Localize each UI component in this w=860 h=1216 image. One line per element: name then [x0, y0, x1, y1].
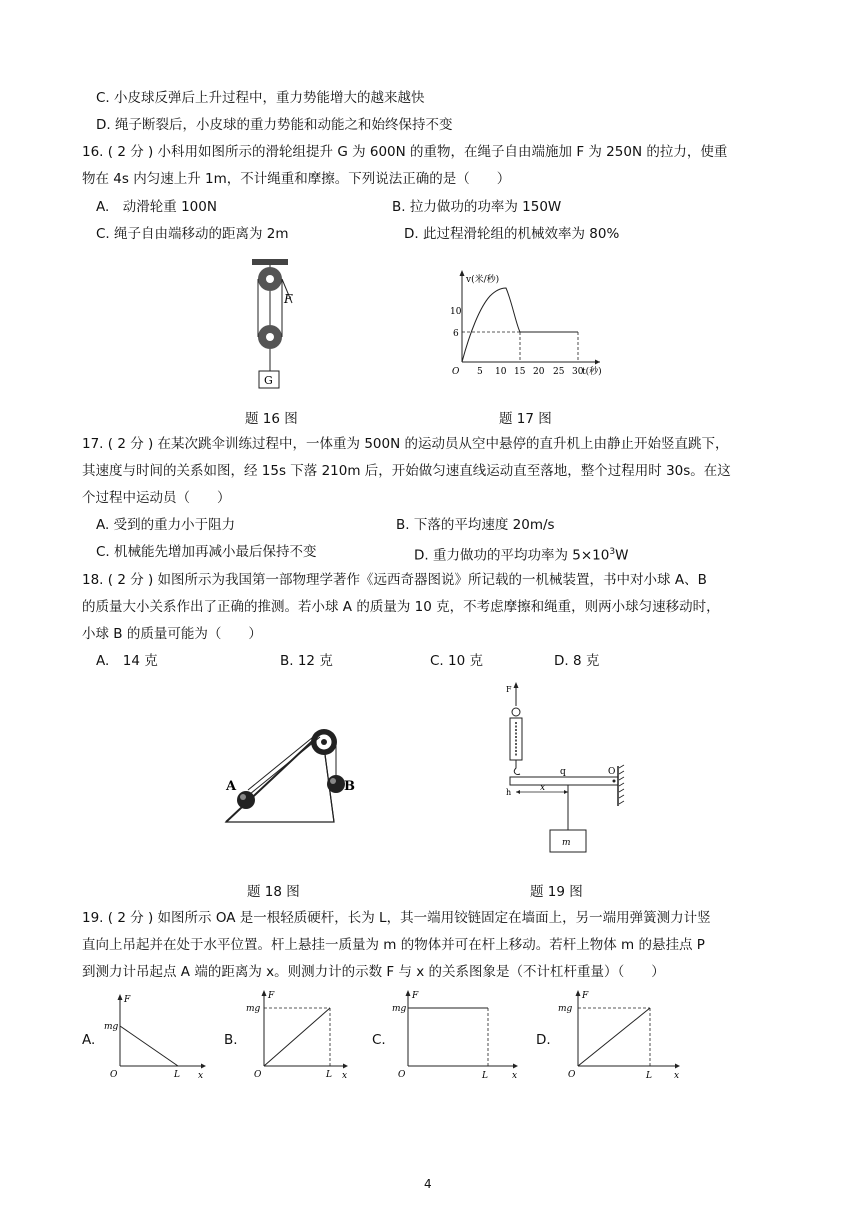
q19-stem-line2: 直向上吊起并在处于水平位置。杆上悬挂一质量为 m 的物体并可在杆上移动。若杆上物体 m 的悬挂点 P: [82, 937, 705, 953]
graph17-xtick-15: 15: [514, 367, 526, 377]
svg-text:F: F: [412, 991, 419, 1001]
q17-option-b: B. 下落的平均速度 20m/s: [396, 517, 555, 533]
q16-stem-line2: 物在 4s 内匀速上升 1m，不计绳重和摩擦。下列说法正确的是（ ）: [82, 171, 511, 187]
caption-fig-17: 题 17 图: [499, 411, 552, 427]
svg-text:O: O: [110, 1070, 118, 1080]
q16-option-b: B. 拉力做功的功率为 150W: [392, 199, 562, 215]
q19-stem-line3: 到测力计吊起点 A 端的距离为 x。则测力计的示数 F 与 x 的关系图象是（不计杠杆重量）（ ）: [82, 964, 665, 980]
svg-text:mg: mg: [104, 1022, 119, 1032]
velocity-time-graph-17: [440, 262, 610, 377]
graph17-ytick-6: 6: [453, 329, 459, 339]
q19-choice-d-letter: D.: [536, 1032, 551, 1048]
caption-fig-19: 题 19 图: [530, 884, 583, 900]
graph17-xtick-25: 25: [553, 367, 565, 377]
q15-option-d: D. 绳子断裂后，小皮球的重力势能和动能之和始终保持不变: [96, 117, 453, 133]
incline-pulley-figure-18: [222, 718, 362, 828]
q15-option-c: C. 小皮球反弹后上升过程中，重力势能增大的越来越快: [96, 90, 425, 106]
graph17-xtick-10: 10: [495, 367, 507, 377]
q16-option-c: C. 绳子自由端移动的距离为 2m: [96, 226, 289, 242]
lever-figure-19: [498, 680, 638, 860]
svg-text:L: L: [646, 1071, 652, 1081]
svg-text:O: O: [568, 1070, 576, 1080]
q19-choice-c-letter: C.: [372, 1032, 386, 1048]
graph17-origin: O: [452, 367, 460, 377]
graph17-xtick-30: 30: [572, 367, 584, 377]
svg-text:mg: mg: [392, 1004, 407, 1014]
svg-text:x: x: [342, 1071, 348, 1081]
caption-fig-18: 题 18 图: [247, 884, 300, 900]
end-label-a: h: [506, 788, 512, 797]
force-label-f: F: [284, 292, 293, 306]
q16-option-a: A. 动滑轮重 100N: [96, 199, 217, 215]
graph17-ytick-10: 10: [450, 307, 462, 317]
q17-option-d: D. 重力做功的平均功率为 $5\times 10^3W$: [414, 547, 629, 564]
svg-text:O: O: [398, 1070, 406, 1080]
graph17-xlabel: t(秒): [582, 367, 602, 377]
svg-text:F: F: [268, 991, 275, 1001]
pulley-figure-16: [240, 255, 310, 395]
graph17-xtick-5: 5: [477, 367, 483, 377]
svg-text:x: x: [674, 1071, 680, 1081]
svg-text:x: x: [198, 1071, 204, 1081]
svg-text:L: L: [174, 1070, 180, 1080]
svg-text:O: O: [254, 1070, 262, 1080]
q18-option-a: A. 14 克: [96, 653, 158, 669]
q19-choice-d-graph: [558, 986, 688, 1080]
q19-choice-a-graph: [104, 990, 214, 1080]
q19-choice-b-letter: B.: [224, 1032, 238, 1048]
q18-option-d: D. 8 克: [554, 653, 600, 669]
q19-choice-a-letter: A.: [82, 1032, 96, 1048]
svg-text:L: L: [326, 1070, 332, 1080]
q18-stem-line3: 小球 B 的质量可能为（ ）: [82, 626, 262, 642]
distance-label-x: x: [540, 783, 546, 793]
caption-fig-16: 题 16 图: [245, 411, 298, 427]
q18-option-b: B. 12 克: [280, 653, 333, 669]
q18-stem-line2: 的质量大小关系作出了正确的推测。若小球 A 的质量为 10 克，不考虑摩擦和绳重，则两小球匀速移动时，: [82, 599, 720, 615]
mass-label-m: m: [562, 838, 571, 848]
weight-label-g: G: [264, 374, 273, 387]
graph17-xtick-20: 20: [533, 367, 545, 377]
q17-option-c: C. 机械能先增加再减小最后保持不变: [96, 544, 317, 560]
graph17-ylabel: v(米/秒): [466, 275, 500, 285]
q19-stem-line1: 19. ( 2 分 ) 如图所示 OA 是一根轻质硬杆，长为 L，其一端用铰链固定在墙面上，另一端用弹簧测力计竖: [82, 910, 711, 926]
ball-b-label: B: [344, 779, 355, 794]
svg-text:mg: mg: [558, 1004, 573, 1014]
velocity-curve: [462, 288, 578, 362]
q18-stem-line1: 18. ( 2 分 ) 如图所示为我国第一部物理学著作《远西奇器图说》所记载的一机械装置，书中对小球 A、B: [82, 572, 707, 588]
page-number: 4: [424, 1177, 432, 1191]
q17-stem-line3: 个过程中运动员（ ）: [82, 490, 231, 506]
svg-text:mg: mg: [246, 1004, 261, 1014]
hang-point-label: q: [560, 767, 566, 777]
q17-stem-line1: 17. ( 2 分 ) 在某次跳伞训练过程中，一体重为 500N 的运动员从空中悬停的直升机上由静止开始竖直跳下，: [82, 436, 729, 452]
q16-stem-line1: 16. ( 2 分 ) 小科用如图所示的滑轮组提升 G 为 600N 的重物，在绳子自由端施加 F 为 250N 的拉力，使重: [82, 144, 728, 160]
pull-label: F: [506, 685, 512, 694]
q17-option-a: A. 受到的重力小于阻力: [96, 517, 236, 533]
svg-text:F: F: [124, 995, 131, 1005]
q18-option-c: C. 10 克: [430, 653, 483, 669]
q16-option-d: D. 此过程滑轮组的机械效率为 80%: [404, 226, 620, 242]
q19-choice-b-graph: [246, 986, 356, 1080]
svg-text:L: L: [482, 1071, 488, 1081]
svg-text:F: F: [582, 991, 589, 1001]
q19-choice-c-graph: [392, 986, 522, 1080]
svg-text:x: x: [512, 1071, 518, 1081]
ball-a-label: A: [226, 779, 237, 794]
pivot-label-o: O: [608, 767, 616, 777]
q17-stem-line2: 其速度与时间的关系如图，经 15s 下落 210m 后，开始做匀速直线运动直至落地，整个过程用时 30s。在这: [82, 463, 731, 479]
